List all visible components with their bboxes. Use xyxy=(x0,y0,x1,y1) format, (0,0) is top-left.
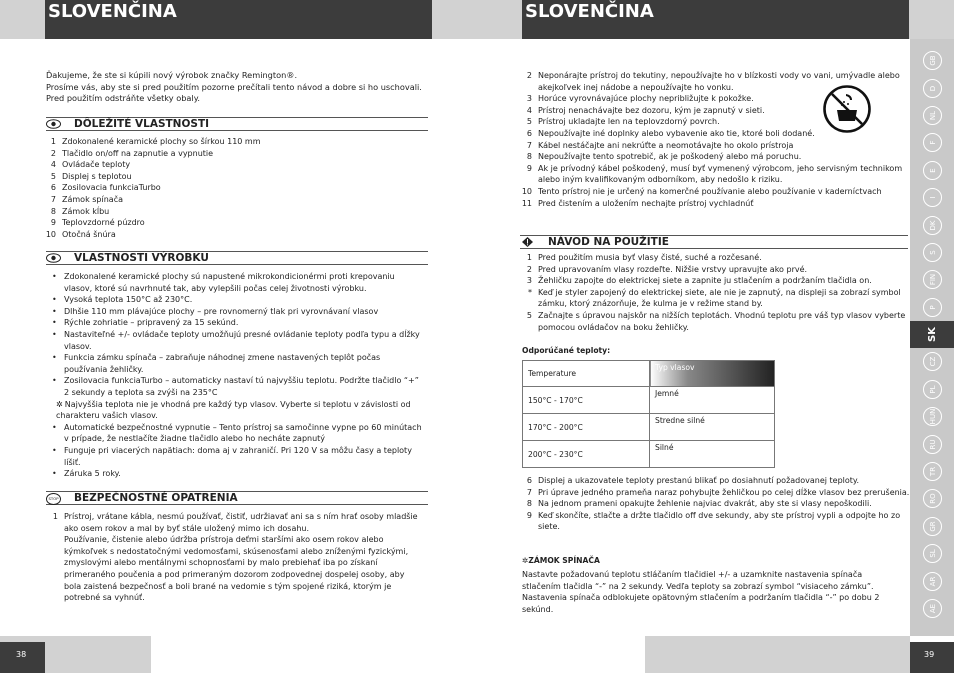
safety-item xyxy=(520,198,903,210)
language-tab-sk[interactable] xyxy=(910,321,954,348)
product-item xyxy=(48,294,423,306)
feature-item xyxy=(44,217,424,229)
feature-item xyxy=(44,171,424,183)
item-text: Neponárajte prístroj do tekutiny, nepoužívajte ho v blízkosti vody vo vani, umývadle alebo akejkoľvek inej nádobe a nepoužívajte ho vonku. xyxy=(538,71,900,92)
language-tab-label: FIN xyxy=(923,270,942,289)
item-number: 6 xyxy=(50,183,56,193)
table-row xyxy=(523,441,775,468)
item-text: Funguje pri viacerých napätiach: doma aj v zahraničí. Pri 120 V sa môžu časy a teploty líšiť. xyxy=(64,445,412,467)
language-tab-label: RU xyxy=(923,435,942,454)
instruction-item xyxy=(520,252,908,264)
item-text: Zámok spínača xyxy=(62,194,123,204)
language-tab-label: F xyxy=(923,133,942,152)
safety-title: BEZPEČNOSTNÉ OPATRENIA xyxy=(74,492,238,504)
item-text: Záruka 5 roky. xyxy=(64,469,121,479)
item-text: Teplovzdorné púzdro xyxy=(62,218,145,228)
item-text: Nastaviteľné +/- ovládače teploty umožňujú presné ovládanie teploty podľa typu a dĺžky vlasov. xyxy=(64,329,420,351)
bullet: • xyxy=(52,445,57,455)
page-number: 38 xyxy=(0,642,45,673)
instruction-item xyxy=(520,287,908,310)
instruction-item xyxy=(520,310,908,333)
item-text: Funkcia zámku spínača – zabraňuje náhodnej zmene nastavených teplôt počas používania žehličky. xyxy=(64,353,381,374)
item-number: 3 xyxy=(526,276,532,286)
language-tab-label: AE xyxy=(923,599,942,618)
intro-text xyxy=(46,70,436,105)
item-number: 7 xyxy=(526,140,532,150)
bullet: • xyxy=(52,469,57,479)
item-text: Displej a ukazovatele teploty prestanú blikať po dosiahnutí požadovanej teploty. xyxy=(538,476,860,485)
instruction-item xyxy=(520,510,910,533)
instruction-item xyxy=(520,475,910,487)
sun-icon: ✲ xyxy=(56,399,63,409)
item-text: Zdokonalené keramické plochy sú napustené mikrokondicionérmi proti krepovaniu vlasov, ktoré sú navrhnuté tak, aby vylepšili počas celej životnosti výrobku. xyxy=(64,272,395,293)
item-text: Ovládače teploty xyxy=(62,160,131,170)
bullet: • xyxy=(52,306,57,316)
language-tab-label: NL xyxy=(923,106,942,125)
product-heading xyxy=(46,251,428,265)
intro-line: Pred použitím odstráňte všetky obaly. xyxy=(46,93,200,103)
language-tab-f[interactable] xyxy=(910,129,954,156)
item-number: 7 xyxy=(526,487,532,497)
instructions-heading xyxy=(520,235,908,249)
sun-icon: ✲ xyxy=(522,556,529,565)
bullet: • xyxy=(52,295,57,305)
safety-text xyxy=(46,511,424,604)
item-number: 5 xyxy=(526,117,532,127)
language-tab-ar[interactable] xyxy=(910,567,954,594)
item-text: Keď je styler zapojený do elektrickej siete, ale nie je zapnutý, na displeji sa zobrazí symbol zámku, ktorý znázorňuje, že kulma je v režime stand by. xyxy=(538,287,901,309)
recommended-label: Odporúčané teploty: xyxy=(522,346,611,355)
language-tab-label: CZ xyxy=(923,352,942,371)
product-item xyxy=(48,422,423,445)
product-item xyxy=(48,399,423,422)
bullet: • xyxy=(52,376,57,386)
item-number: 10 xyxy=(521,186,532,196)
table-header: Typ vlasov xyxy=(650,361,775,387)
bullet: • xyxy=(52,353,57,363)
product-item xyxy=(48,271,423,294)
safety-item xyxy=(46,511,424,534)
item-text: Najvyššia teplota nie je vhodná pre každý typ vlasov. Vyberte si teplotu v závislosti od charakteru vašich vlasov. xyxy=(56,399,411,421)
table-row xyxy=(523,387,775,414)
safety-item xyxy=(520,163,903,186)
item-number: 7 xyxy=(50,194,56,204)
item-text: Automatické bezpečnostné vypnutie – Tento prístroj sa samočinne vypne po 60 minútach v prípade, že nestlačíte žiadne tlačidlo alebo ho necháte zapnutý xyxy=(64,422,422,444)
item-number: * xyxy=(528,287,532,297)
item-text: Horúce vyrovnávajúce plochy nepribližujte k pokožke. xyxy=(538,94,754,104)
bullet: • xyxy=(52,318,57,328)
language-tab-label: SL xyxy=(923,544,942,563)
item-number: 3 xyxy=(526,94,532,104)
language-tab-label: AR xyxy=(923,572,942,591)
table-header-row xyxy=(523,361,775,387)
table-cell: 200°C - 230°C xyxy=(523,441,650,468)
warning-icon xyxy=(520,237,535,247)
bullet: • xyxy=(52,272,57,281)
item-text: Otočná šnúra xyxy=(62,229,116,239)
table-cell: Silné xyxy=(650,441,775,468)
instructions-list xyxy=(520,252,908,333)
features-list xyxy=(44,136,424,240)
language-tab-label: E xyxy=(923,161,942,180)
item-number: 5 xyxy=(526,310,532,320)
language-tab-label: I xyxy=(923,188,942,207)
language-tab-p[interactable] xyxy=(910,294,954,321)
footer-band xyxy=(645,636,910,673)
language-tab-d[interactable] xyxy=(910,74,954,101)
instruction-item xyxy=(520,498,910,510)
language-tab-ru[interactable] xyxy=(910,430,954,457)
item-text: Tento prístroj nie je určený na komerčné používanie alebo používanie v kaderníctvach xyxy=(538,186,882,196)
product-item xyxy=(48,352,423,375)
safety-item xyxy=(520,151,903,163)
product-item xyxy=(48,375,423,398)
item-text: Keď skončíte, stlačte a držte tlačidlo off dve sekundy, aby ste prístroj vypli a odpojte ho zo siete. xyxy=(538,510,901,532)
temperature-table xyxy=(522,360,775,468)
language-tab-nl[interactable] xyxy=(910,102,954,129)
item-text: Nepoužívajte iné doplnky alebo vybavenie ako tie, ktoré boli dodané. xyxy=(538,128,815,138)
item-text: Začnajte s úpravou najskôr na nižších teplotách. Vhodnú teplotu pre váš typ vlasov vyberte pomocou ovládačov na boku žehličky. xyxy=(538,310,906,332)
item-text: Dlhšie 110 mm plávajúce plochy – pre rovnomerný tlak pri vyrovnávaní vlasov xyxy=(64,306,379,316)
language-tab-label: DK xyxy=(923,216,942,235)
item-number: 4 xyxy=(50,160,56,170)
product-list xyxy=(48,271,423,480)
language-tab-cz[interactable] xyxy=(910,348,954,375)
language-tab-label: TR xyxy=(923,462,942,481)
product-item xyxy=(48,306,423,318)
item-number: 2 xyxy=(50,148,56,158)
item-number: 5 xyxy=(50,171,56,181)
item-text: Na jednom prameni opakujte žehlenie najviac dvakrát, aby ste si vlasy nepoškodili. xyxy=(538,499,872,509)
lock-title: ZÁMOK SPÍNAČA xyxy=(528,556,600,565)
item-text: Žehličku zapojte do elektrickej siete a zapnite ju stlačením a podržaním tlačidla on. xyxy=(538,276,872,286)
language-tab-label: D xyxy=(923,79,942,98)
language-tab-label: S xyxy=(923,243,942,262)
item-text: Rýchle zohriatie – pripravený za 15 sekúnd. xyxy=(64,318,239,328)
item-number: 10 xyxy=(45,229,56,239)
language-tab-label: HUN xyxy=(923,407,942,426)
item-text: Displej s teplotou xyxy=(62,171,132,181)
language-tab-gr[interactable] xyxy=(910,513,954,540)
language-tab-e[interactable] xyxy=(910,157,954,184)
item-number: 6 xyxy=(526,128,532,138)
table-header: Temperature xyxy=(523,361,650,387)
item-number: 4 xyxy=(526,105,532,115)
item-number: 9 xyxy=(526,163,532,173)
language-tab-i[interactable] xyxy=(910,184,954,211)
language-tab-dk[interactable] xyxy=(910,211,954,238)
item-text: Prístroj ukladajte len na teplovzdorný povrch. xyxy=(538,117,720,127)
safety-item xyxy=(520,186,903,198)
item-text: Prístroj nenachávajte bez dozoru, kým je zapnutý v sieti. xyxy=(538,105,765,115)
product-item xyxy=(48,468,423,480)
features-heading xyxy=(46,117,428,131)
language-tab-label: P xyxy=(923,298,942,317)
page-title: SLOVENČINA xyxy=(522,0,909,39)
table-cell: Jemné xyxy=(650,387,775,414)
item-text: Zosilovacia funkciaTurbo – automaticky nastaví tú najvyššiu teplotu. Podržte tlačidlo “+” 2 sekundy a teplota sa zvýši na 235°C xyxy=(64,376,419,397)
bullet: • xyxy=(52,329,57,339)
language-tab-gb[interactable] xyxy=(910,47,954,74)
item-text: Pri úprave jedného prameňa naraz pohybujte žehličkou po celej dĺžke vlasov bez prerušenia. xyxy=(538,487,910,497)
right-page xyxy=(477,0,954,673)
instructions-list-2 xyxy=(520,475,910,533)
table-row xyxy=(523,414,775,441)
language-tab-ae[interactable] xyxy=(910,595,954,622)
instruction-item xyxy=(520,264,908,276)
bullet: • xyxy=(52,422,57,432)
feature-item xyxy=(44,194,424,206)
item-number: 1 xyxy=(50,137,56,146)
language-tab-label: GR xyxy=(923,517,942,536)
item-text: Nepoužívajte tento spotrebič, ak je poškodený alebo má poruchu. xyxy=(538,152,802,162)
feature-item xyxy=(44,159,424,171)
language-tab-label: RO xyxy=(923,489,942,508)
product-title: VLASTNOSTI VÝROBKU xyxy=(74,252,209,264)
item-number: 2 xyxy=(526,264,532,274)
feature-item xyxy=(44,229,424,241)
item-text: Tlačidlo on/off na zapnutie a vypnutie xyxy=(62,148,214,158)
item-text: Zosilovacia funkciaTurbo xyxy=(62,183,161,193)
intro-line: Ďakujeme, že ste si kúpili nový výrobok značky Remington®. xyxy=(46,70,298,80)
safety-item-text: Prístroj, vrátane kábla, nesmú používať, čistiť, udržiavať ani sa s ním hrať osoby mladšie ako osem rokov a mal by byť stále uložený mimo ich dosahu. xyxy=(64,512,418,533)
feature-item xyxy=(44,136,424,148)
item-text: Vysoká teplota 150°C až 230°C. xyxy=(64,295,193,305)
page-title: SLOVENČINA xyxy=(45,0,432,39)
item-number: 9 xyxy=(50,218,56,228)
table-cell: Stredne silné xyxy=(650,414,775,441)
language-tab-sl[interactable] xyxy=(910,540,954,567)
item-text: Kábel nestáčajte ani nekrúťte a neomotávajte ho okolo prístroja xyxy=(538,140,794,150)
item-text: Ak je prívodný kábel poškodený, musí byť vymenený výrobcom, jeho servisným technikom alebo iným kvalifikovaným odborníkom, aby nedošlo k riziku. xyxy=(538,163,903,185)
feature-item xyxy=(44,206,424,218)
item-number: 1 xyxy=(52,512,58,521)
safety-item xyxy=(520,140,903,152)
language-tab-label: SK xyxy=(926,327,938,343)
safety-heading xyxy=(46,491,428,505)
eye-icon xyxy=(46,119,61,129)
language-tab-label: PL xyxy=(923,380,942,399)
item-number: 8 xyxy=(526,499,532,509)
intro-line: Prosíme vás, aby ste si pred použitím pozorne prečítali tento návod a dobre si ho uschovali. xyxy=(46,81,422,92)
language-tab-hun[interactable] xyxy=(910,403,954,430)
instruction-item xyxy=(520,275,908,287)
item-text: Zámok kĺbu xyxy=(62,206,110,216)
eye-icon xyxy=(46,253,61,263)
item-text: Pred použitím musia byť vlasy čisté, suché a rozčesané. xyxy=(538,253,762,262)
item-number: 9 xyxy=(526,510,532,520)
item-text: Pred čistením a uložením nechajte prístroj vychladnúť xyxy=(538,198,754,208)
language-tab-s[interactable] xyxy=(910,239,954,266)
feature-item xyxy=(44,182,424,194)
item-text: Zdokonalené keramické plochy so šírkou 110 mm xyxy=(62,137,261,146)
language-tab-label: GB xyxy=(923,51,942,70)
item-number: 8 xyxy=(50,206,56,216)
item-number: 11 xyxy=(521,198,532,208)
language-tabs xyxy=(910,47,954,622)
item-number: 6 xyxy=(526,476,532,485)
product-item xyxy=(48,317,423,329)
no-water-icon xyxy=(822,84,872,134)
language-tab-tr[interactable] xyxy=(910,458,954,485)
language-tab-pl[interactable] xyxy=(910,376,954,403)
feature-item xyxy=(44,148,424,160)
safety-paragraph: Používanie, čistenie alebo údržba prístroja deťmi staršími ako osem rokov alebo kýmkoľvek s nedostatočnými vedomosťami, skúsenosťami alebo zníženými fyzickými, zmyslovými alebo mentálnymi schopnosťami by malo prebiehať iba po získaní primeraného poučenia a pod primeraným dozorom zodpovednej dospelej osoby, aby bola zaistená bezpečnosť a boli brané na vedomie s tým spojené riziká, ktorým je potrebné sa vyhnúť. xyxy=(64,535,409,603)
item-number: 2 xyxy=(526,71,532,80)
instruction-item xyxy=(520,487,910,499)
language-tab-fin[interactable] xyxy=(910,266,954,293)
item-number: 8 xyxy=(526,152,532,162)
table-cell: 150°C - 170°C xyxy=(523,387,650,414)
language-tab-ro[interactable] xyxy=(910,485,954,512)
product-item xyxy=(48,329,423,352)
stop-icon: STOP xyxy=(46,493,61,505)
lock-heading xyxy=(522,555,600,567)
product-item xyxy=(48,445,423,468)
features-title: DÔLEŽITÉ VLASTNOSTI xyxy=(74,118,210,130)
table-cell: 170°C - 200°C xyxy=(523,414,650,441)
lock-text: Nastavte požadovanú teplotu stláčaním tlačidiel +/- a uzamknite nastavenia spínača stlačením tlačidla “-” na 2 sekundy. Vedľa teploty sa zobrazí symbol “visiaceho zámku”. Nastavenia spínača odblokujete opätovným stlačením a podržaním tlačidla “-” po dobu 2 sekúnd. xyxy=(522,570,880,614)
page-number: 39 xyxy=(910,642,954,673)
item-number: 1 xyxy=(526,253,532,262)
instructions-title: NÁVOD NA POUŽITIE xyxy=(548,236,669,248)
item-text: Pred upravovaním vlasy rozdeľte. Nižšie vrstvy upravujte ako prvé. xyxy=(538,264,808,274)
